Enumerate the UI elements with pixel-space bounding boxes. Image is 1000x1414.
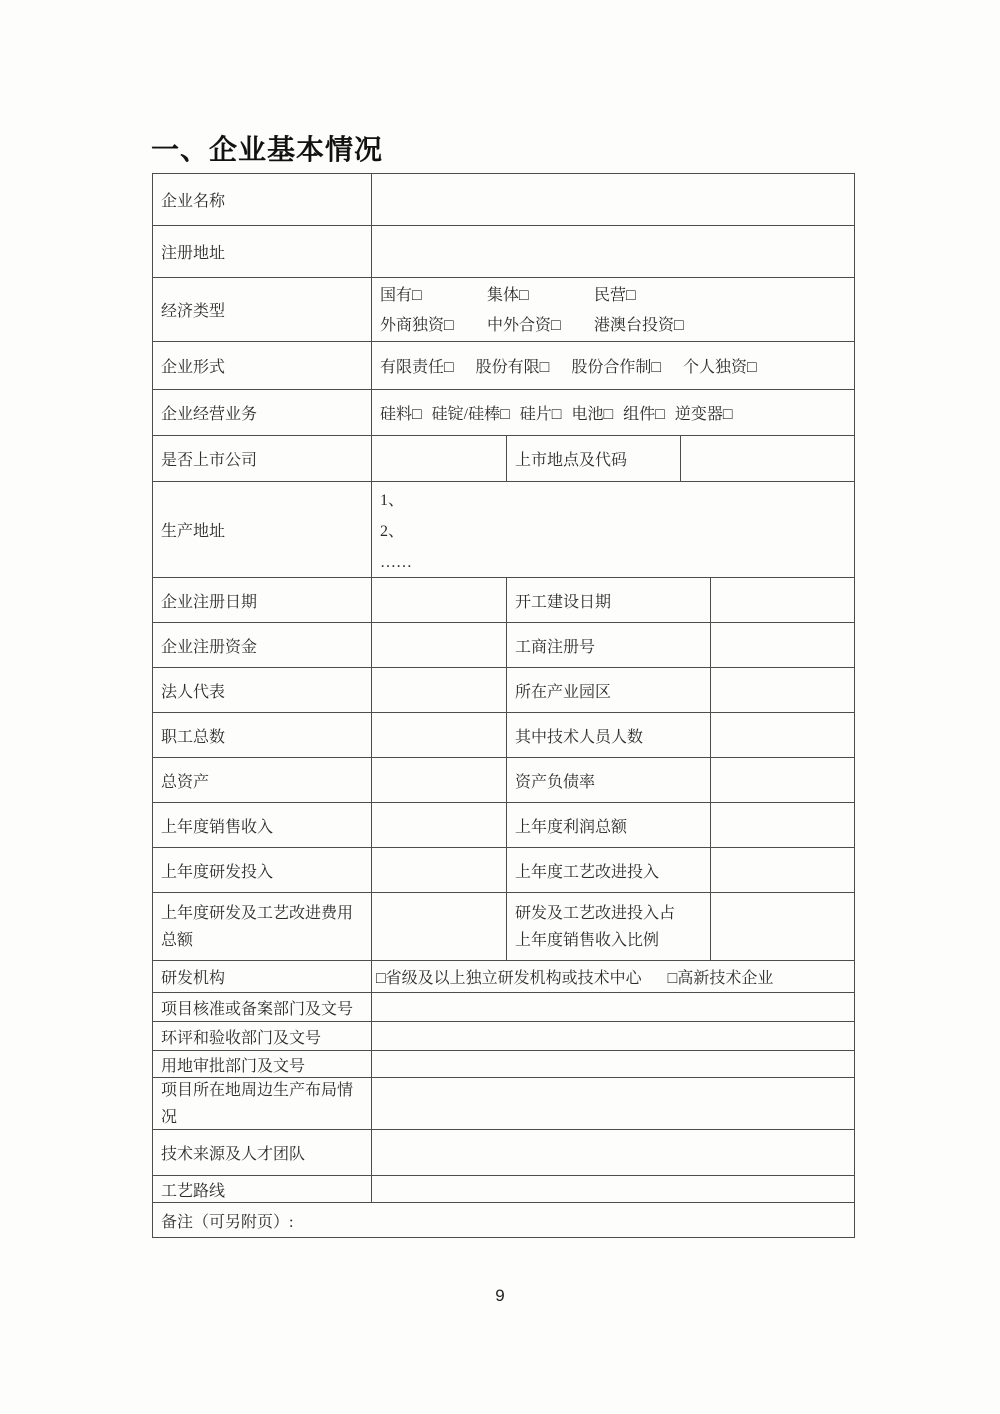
input-cell-listed-company[interactable] [372, 436, 507, 481]
input-cell-total-assets[interactable] [372, 758, 507, 802]
input-cell-tech-source[interactable] [372, 1130, 854, 1175]
input-cell-registration-date[interactable] [372, 578, 507, 622]
label-company-name: 企业名称 [153, 174, 372, 225]
table-row-company-name [153, 174, 854, 226]
production-address-line-1: 1、 [380, 492, 405, 509]
economic-type-options-line1 [380, 281, 846, 311]
table-row-business [153, 390, 854, 436]
input-cell-debt-ratio[interactable] [711, 758, 854, 802]
label-registration-date: 企业注册日期 [153, 578, 372, 622]
input-cell-production-address[interactable] [372, 482, 854, 577]
input-cell-surrounding-layout[interactable] [372, 1078, 854, 1129]
production-address-line-2: 2、 [380, 523, 405, 540]
label-sales-revenue: 上年度销售收入 [153, 803, 372, 847]
input-cell-land-approval[interactable] [372, 1051, 854, 1077]
label-construction-start-date: 开工建设日期 [507, 578, 711, 622]
input-cell-business-registration-no[interactable] [711, 623, 854, 667]
label-debt-ratio: 资产负债率 [507, 758, 711, 802]
input-cell-sales-revenue[interactable] [372, 803, 507, 847]
table-row-rd-process-expense [153, 893, 854, 961]
label-process-route: 工艺路线 [153, 1176, 372, 1202]
table-row-total-staff [153, 713, 854, 758]
input-cell-technical-staff[interactable] [711, 713, 854, 757]
table-row-production-address [153, 482, 854, 578]
table-row-enterprise-form [153, 342, 854, 390]
input-cell-rd-investment[interactable] [372, 848, 507, 892]
table-row-registered-address [153, 226, 854, 278]
enterprise-form-options-cell [372, 342, 854, 389]
label-economic-type: 经济类型 [153, 278, 372, 341]
label-registered-capital: 企业注册资金 [153, 623, 372, 667]
table-row-land-approval [153, 1051, 854, 1078]
checkbox-option[interactable]: 逆变器□ [674, 406, 733, 423]
table-row-economic-type [153, 278, 854, 342]
checkbox-option[interactable]: 港澳台投资□ [594, 317, 684, 334]
table-row-env-acceptance [153, 1022, 854, 1051]
label-enterprise-form: 企业形式 [153, 342, 372, 389]
checkbox-option[interactable]: 国有□ [380, 287, 422, 304]
label-surrounding-layout: 项目所在地周边生产布局情况 [153, 1078, 372, 1129]
checkbox-option[interactable]: 股份合作制□ [571, 359, 662, 376]
input-cell-company-name[interactable] [372, 174, 854, 225]
label-business-registration-no: 工商注册号 [507, 623, 711, 667]
label-business: 企业经营业务 [153, 390, 372, 435]
input-cell-process-route[interactable] [372, 1176, 854, 1202]
checkbox-option[interactable]: 集体□ [487, 287, 529, 304]
checkbox-option[interactable]: 组件□ [623, 406, 665, 423]
table-row-listed-company [153, 436, 854, 482]
input-cell-industrial-park[interactable] [711, 668, 854, 712]
table-row-sales-revenue [153, 803, 854, 848]
checkbox-option[interactable]: 中外合资□ [487, 317, 561, 334]
input-cell-total-staff[interactable] [372, 713, 507, 757]
page-number: 9 [495, 1286, 505, 1305]
economic-type-options-cell [372, 278, 854, 341]
input-cell-rd-investment-ratio[interactable] [711, 893, 854, 960]
label-tech-source: 技术来源及人才团队 [153, 1130, 372, 1175]
input-cell-legal-representative[interactable] [372, 668, 507, 712]
economic-type-options-line2 [380, 311, 846, 341]
table-row-registered-capital [153, 623, 854, 668]
section-title: 一、企业基本情况 [151, 134, 384, 165]
rd-institution-options-cell [372, 961, 854, 992]
label-industrial-park: 所在产业园区 [507, 668, 711, 712]
label-total-staff: 职工总数 [153, 713, 372, 757]
input-cell-listing-place-code[interactable] [681, 436, 854, 481]
input-cell-registered-capital[interactable] [372, 623, 507, 667]
input-cell-rd-process-expense-total[interactable] [372, 893, 507, 960]
checkbox-option[interactable]: 硅片□ [519, 406, 562, 423]
label-registered-address: 注册地址 [153, 226, 372, 277]
label-rd-process-expense-total: 上年度研发及工艺改进费用总额 [153, 893, 372, 960]
table-row-surrounding-layout [153, 1078, 854, 1130]
table-row-tech-source [153, 1130, 854, 1176]
label-listing-place-code: 上市地点及代码 [507, 436, 681, 481]
label-total-assets: 总资产 [153, 758, 372, 802]
input-cell-construction-start-date[interactable] [711, 578, 854, 622]
checkbox-option[interactable]: 民营□ [594, 287, 636, 304]
label-process-improvement-investment: 上年度工艺改进投入 [507, 848, 711, 892]
input-cell-registered-address[interactable] [372, 226, 854, 277]
checkbox-option[interactable]: 电池□ [571, 406, 614, 423]
table-row-project-approval [153, 993, 854, 1022]
checkbox-option[interactable]: 硅锭/硅棒□ [431, 406, 510, 423]
checkbox-option[interactable]: 股份有限□ [475, 359, 550, 376]
checkbox-option[interactable]: 个人独资□ [683, 359, 757, 376]
table-row-remarks [153, 1203, 854, 1237]
label-legal-representative: 法人代表 [153, 668, 372, 712]
table-row-registration-date [153, 578, 854, 623]
input-cell-total-profit[interactable] [711, 803, 854, 847]
checkbox-option[interactable]: □省级及以上独立研发机构或技术中心 [376, 970, 642, 987]
checkbox-option[interactable]: 硅料□ [380, 406, 422, 423]
input-cell-env-acceptance[interactable] [372, 1022, 854, 1050]
business-options-cell [372, 390, 854, 435]
table-row-rd-institution [153, 961, 854, 993]
label-total-profit: 上年度利润总额 [507, 803, 711, 847]
label-listed-company: 是否上市公司 [153, 436, 372, 481]
table-row-rd-investment [153, 848, 854, 893]
table-row-total-assets [153, 758, 854, 803]
label-rd-investment: 上年度研发投入 [153, 848, 372, 892]
table-row-legal-representative [153, 668, 854, 713]
label-rd-investment-ratio: 研发及工艺改进投入占上年度销售收入比例 [507, 893, 711, 960]
production-address-line-3: …… [380, 554, 412, 571]
label-rd-institution: 研发机构 [153, 961, 372, 992]
table-row-process-route [153, 1176, 854, 1203]
enterprise-info-table [152, 173, 855, 1238]
label-land-approval: 用地审批部门及文号 [153, 1051, 372, 1077]
input-cell-project-approval[interactable] [372, 993, 854, 1021]
label-remarks[interactable]: 备注（可另附页）: [161, 1213, 294, 1231]
label-env-acceptance: 环评和验收部门及文号 [153, 1022, 372, 1050]
label-project-approval: 项目核准或备案部门及文号 [153, 993, 372, 1021]
checkbox-option[interactable]: 有限责任□ [380, 359, 454, 376]
checkbox-option[interactable]: □高新技术企业 [667, 970, 774, 987]
input-cell-process-improvement-investment[interactable] [711, 848, 854, 892]
label-production-address: 生产地址 [153, 482, 372, 577]
label-technical-staff: 其中技术人员人数 [507, 713, 711, 757]
checkbox-option[interactable]: 外商独资□ [380, 317, 454, 334]
